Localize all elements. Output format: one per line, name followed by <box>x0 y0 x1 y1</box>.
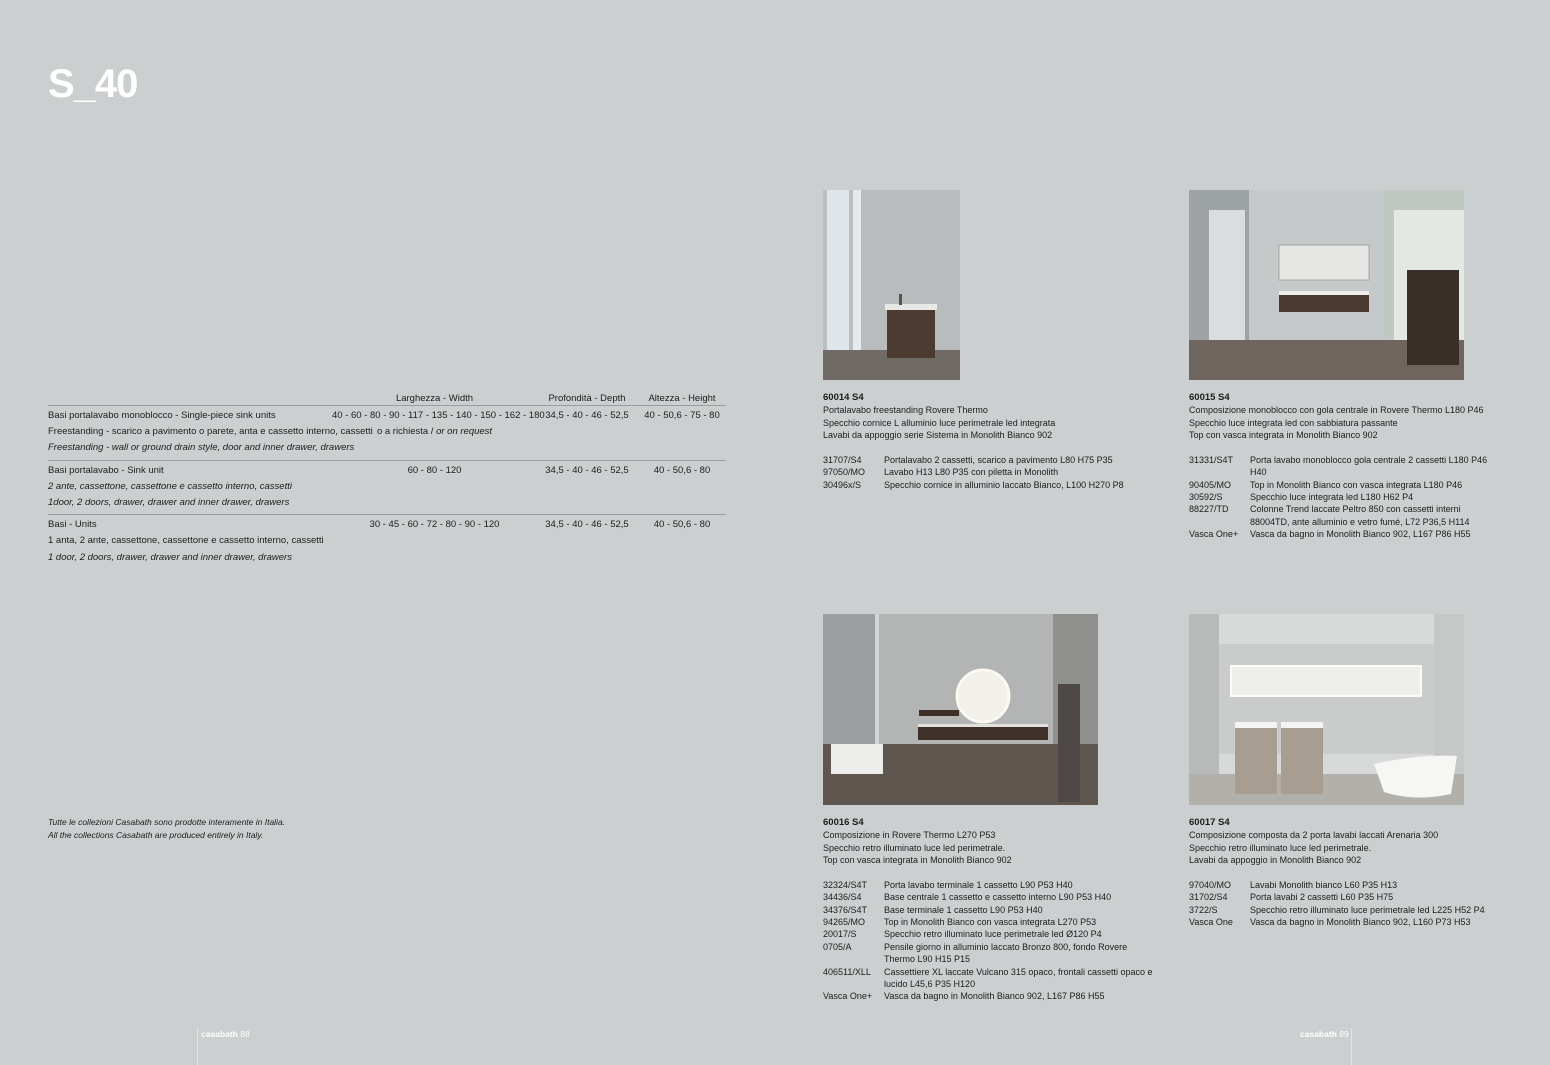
part-row <box>1189 528 1494 540</box>
part-desc: Specchio cornice in alluminio laccato Bianco, L100 H270 P8 <box>884 479 1124 490</box>
part-row <box>823 941 1153 966</box>
part-row <box>823 904 1153 916</box>
part-code: 0705/A <box>823 941 852 952</box>
group-label: Basi - Units <box>48 519 97 531</box>
part-code: Vasca One+ <box>1189 529 1239 540</box>
part-row <box>1189 879 1494 891</box>
product-description <box>1189 829 1494 867</box>
page-number-right <box>1300 1029 1349 1039</box>
part-row <box>1189 891 1494 903</box>
desc-line: Top con vasca integrata in Monolith Bianco 902 <box>1189 430 1378 441</box>
folio-divider <box>1351 1028 1352 1065</box>
product-60016 <box>823 614 1153 1003</box>
group-description-en: 1 door, 2 doors, drawer, drawer and inner drawer, drawers <box>48 551 292 563</box>
dimensions-header <box>48 391 726 406</box>
part-code: 94265/MO <box>823 917 866 927</box>
part-code: 34376/S4T <box>823 904 868 915</box>
part-code: Vasca One+ <box>823 991 873 1002</box>
dimensions-group <box>48 461 726 516</box>
height-values: 40 - 50,6 - 75 - 80 <box>644 410 720 421</box>
part-code: 3722/S <box>1189 904 1218 915</box>
part-desc: Specchio retro illuminato luce perimetrale led Ø120 P4 <box>884 929 1102 940</box>
footnote-en: All the collections Casabath are produced entirely in Italy. <box>48 830 264 840</box>
part-row <box>1189 904 1494 916</box>
part-code: 88227/TD <box>1189 504 1229 515</box>
made-in-italy-note <box>48 816 285 842</box>
part-row <box>823 891 1153 903</box>
part-row <box>823 966 1153 991</box>
part-row <box>823 454 1153 466</box>
part-row <box>1189 916 1494 928</box>
product-photo-60016 <box>823 614 1098 805</box>
product-photo-60014 <box>823 190 960 380</box>
part-desc: Specchio retro illuminato luce perimetrale led L225 H52 P4 <box>1250 904 1485 915</box>
width-note-it: o a richiesta / <box>376 426 437 437</box>
part-code: 30592/S <box>1189 492 1223 502</box>
folio-number: 88 <box>240 1029 250 1039</box>
group-description-en: Freestanding - wall or ground drain style, door and inner drawer, drawers <box>48 442 355 454</box>
desc-line: Composizione in Rovere Thermo L270 P53 <box>823 830 996 840</box>
desc-line: Top con vasca integrata in Monolith Bianco 902 <box>823 855 1012 866</box>
part-row <box>823 916 1153 928</box>
product-parts-list <box>1189 454 1494 541</box>
part-code: 31331/S4T <box>1189 454 1234 465</box>
desc-line: Specchio retro illuminato luce led perimetrale. <box>823 842 1006 853</box>
folio-divider <box>197 1028 198 1065</box>
product-code: 60016 S4 <box>823 817 864 828</box>
desc-line: Composizione composta da 2 porta lavabi laccati Arenaria 300 <box>1189 830 1439 840</box>
depth-values: 34,5 - 40 - 46 - 52,5 <box>545 519 629 531</box>
part-desc: Vasca da bagno in Monolith Bianco 902, L167 P86 H55 <box>884 991 1105 1002</box>
width-values: 30 - 45 - 60 - 72 - 80 - 90 - 120 <box>369 519 500 531</box>
group-description: 2 ante, cassettone, cassettone e cassetto interno, cassetti <box>48 480 292 492</box>
desc-line: Lavabi da appoggio serie Sistema in Monolith Bianco 902 <box>823 430 1053 441</box>
part-desc: Lavabi Monolith bianco L60 P35 H13 <box>1250 879 1398 890</box>
product-photo-60017 <box>1189 614 1464 805</box>
dimensions-group <box>48 515 726 569</box>
part-row <box>1189 491 1494 503</box>
part-code: 406511/XLL <box>823 966 871 977</box>
product-60015 <box>1189 190 1494 541</box>
part-desc: Vasca da bagno in Monolith Bianco 902, L167 P86 H55 <box>1250 529 1471 540</box>
folio-brand: casabath <box>1300 1029 1337 1039</box>
part-code: 31702/S4 <box>1189 892 1228 903</box>
height-values: 40 - 50,6 - 80 <box>653 464 711 476</box>
desc-line: Specchio retro illuminato luce led perimetrale. <box>1189 842 1372 853</box>
part-code: 97050/MO <box>823 467 866 478</box>
folio-brand: casabath <box>201 1029 238 1039</box>
folio-number: 89 <box>1339 1029 1349 1039</box>
part-code: 31707/S4 <box>823 454 862 465</box>
part-desc: Porta lavabo monoblocco gola centrale 2 cassetti L180 P46 H40 <box>1250 454 1488 478</box>
product-description <box>823 829 1153 867</box>
footnote-it: Tutte le collezioni Casabath sono prodotte interamente in Italia. <box>48 817 286 827</box>
group-label: Basi portalavabo monoblocco - Single-piece sink units <box>48 410 276 421</box>
page-title: S_40 <box>48 62 138 106</box>
product-code: 60017 S4 <box>1189 817 1230 828</box>
part-desc: Portalavabo 2 cassetti, scarico a pavimento L80 H75 P35 <box>884 454 1113 465</box>
product-parts-list <box>823 879 1153 1003</box>
group-description: 1 anta, 2 ante, cassettone, cassettone e cassetto interno, cassetti <box>48 535 324 547</box>
part-row <box>1189 503 1494 528</box>
product-60017 <box>1189 614 1494 928</box>
group-description-en: 1door, 2 doors, drawer, drawer and inner drawer, drawers <box>48 496 290 508</box>
group-label: Basi portalavabo - Sink unit <box>48 464 164 476</box>
part-code: 32324/S4T <box>823 879 868 890</box>
part-code: Vasca One <box>1189 917 1233 927</box>
depth-values: 34,5 - 40 - 46 - 52,5 <box>545 464 629 476</box>
part-desc: Top in Monolith Bianco con vasca integrata L180 P46 <box>1250 479 1463 490</box>
part-code: 90405/MO <box>1189 479 1232 490</box>
width-note <box>332 424 537 440</box>
group-description: Freestanding - scarico a pavimento o parete, anta e cassetto interno, cassetti <box>48 426 373 438</box>
product-code: 60014 S4 <box>823 392 864 403</box>
product-description <box>1189 404 1494 442</box>
part-desc: Top in Monolith Bianco con vasca integrata L270 P53 <box>884 917 1097 927</box>
part-desc: Lavabo H13 L80 P35 con piletta in Monolith <box>884 467 1059 478</box>
part-desc: Porta lavabo terminale 1 cassetto L90 P53 H40 <box>884 879 1073 890</box>
part-row <box>1189 454 1494 479</box>
header-height: Altezza - Height <box>648 393 716 404</box>
part-desc: Porta lavabi 2 cassetti L60 P35 H75 <box>1250 892 1394 903</box>
height-values: 40 - 50,6 - 80 <box>653 519 711 531</box>
part-row <box>1189 479 1494 491</box>
part-code: 34436/S4 <box>823 892 862 903</box>
part-desc: Specchio luce integrata led L180 H62 P4 <box>1250 492 1414 502</box>
product-parts-list <box>1189 879 1494 929</box>
width-values: 60 - 80 - 120 <box>407 464 462 476</box>
part-code: 20017/S <box>823 929 857 940</box>
product-photo-60015 <box>1189 190 1464 380</box>
desc-line: Portalavabo freestanding Rovere Thermo <box>823 405 988 415</box>
product-60014 <box>823 190 1153 491</box>
header-width: Larghezza - Width <box>395 393 474 404</box>
width-note-en: or on request <box>436 426 493 437</box>
part-row <box>823 990 1153 1002</box>
header-depth: Profondità - Depth <box>548 393 626 404</box>
part-desc: Colonne Trend laccate Peltro 850 con cassetti interni 88004TD, ante alluminio e vetro fumé, L72 P36,5 H114 <box>1250 504 1470 527</box>
part-row <box>823 479 1153 491</box>
desc-line: Specchio luce integrata led con sabbiatura passante <box>1189 417 1398 428</box>
product-parts-list <box>823 454 1153 491</box>
part-desc: Cassettiere XL laccate Vulcano 315 opaco, frontali cassetti opaco e lucido L45,6 P35 H120 <box>884 966 1153 990</box>
page-number-left <box>201 1029 250 1039</box>
desc-line: Composizione monoblocco con gola centrale in Rovere Thermo L180 P46 <box>1189 405 1484 415</box>
dimensions-table <box>48 391 726 569</box>
desc-line: Specchio cornice L alluminio luce perimetrale led integrata <box>823 417 1056 428</box>
desc-line: Lavabi da appoggio in Monolith Bianco 902 <box>1189 855 1362 866</box>
part-code: 30496x/S <box>823 479 862 490</box>
part-desc: Pensile giorno in alluminio laccato Bronzo 800, fondo Rovere Thermo L90 H15 P15 <box>884 941 1128 965</box>
part-desc: Vasca da bagno in Monolith Bianco 902, L160 P73 H53 <box>1250 917 1471 927</box>
product-description <box>823 404 1153 442</box>
depth-values: 34,5 - 40 - 46 - 52,5 <box>545 410 629 421</box>
product-code: 60015 S4 <box>1189 392 1230 403</box>
part-row <box>823 879 1153 891</box>
part-desc: Base terminale 1 cassetto L90 P53 H40 <box>884 904 1043 915</box>
dimensions-group <box>48 406 726 461</box>
width-values: 40 - 60 - 80 - 90 - 117 - 135 - 140 - 150 - 162 - 180 <box>332 410 545 421</box>
part-row <box>823 928 1153 940</box>
part-row <box>823 466 1153 478</box>
part-desc: Base centrale 1 cassetto e cassetto interno L90 P53 H40 <box>884 892 1112 903</box>
part-code: 97040/MO <box>1189 879 1232 890</box>
